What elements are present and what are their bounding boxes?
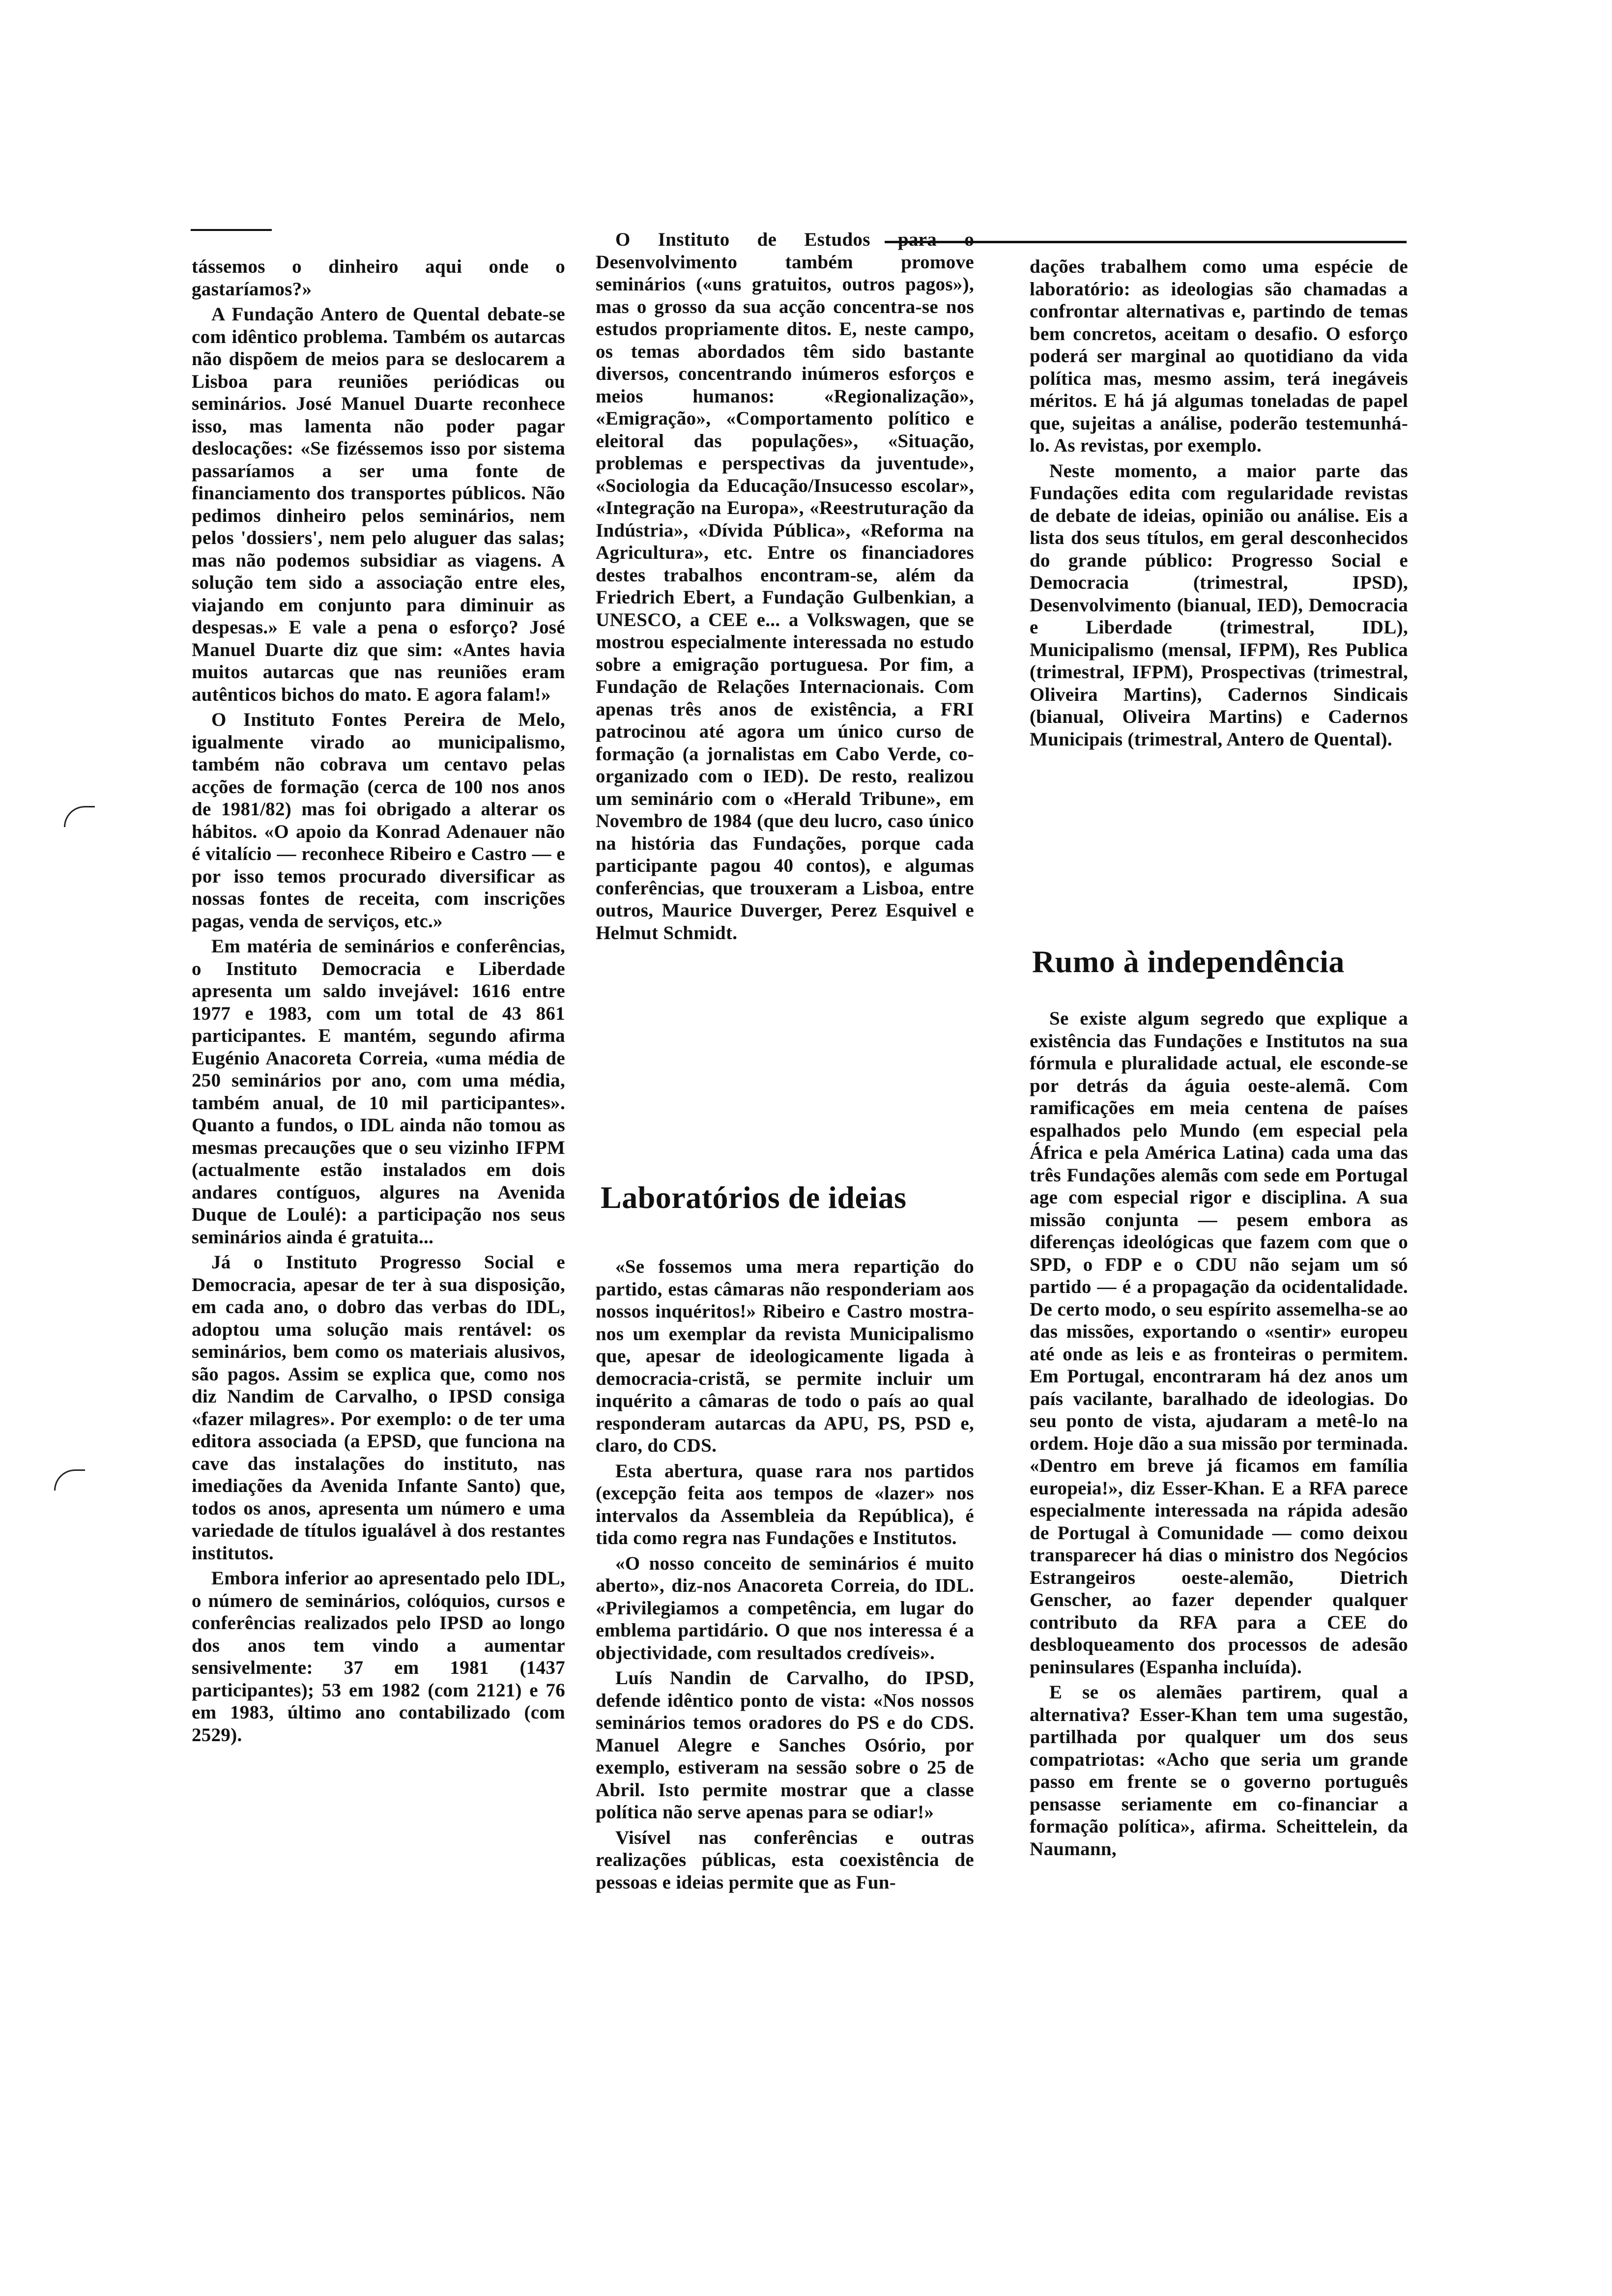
section-heading: Laboratórios de ideias [601, 1180, 907, 1215]
paragraph: Visível nas conferências e outras realizações públicas, esta coexistência de pessoas e ideias permite que as Fun- [596, 1827, 974, 1893]
article-column-1 [192, 256, 565, 1749]
paragraph: Embora inferior ao apresentado pelo IDL, o número de seminários, colóquios, cursos e conferências realizados pelo IPSD ao longo dos anos tem vindo a aumentar sensivelmente: 37 em 1981 (1437 participantes); 53 em 1982 (com 2121) e 76 em 1983, último ano contabilizado (com 2529). [192, 1568, 565, 1746]
paragraph: A Fundação Antero de Quental debate-se com idêntico problema. Também os autarcas não dispõem de meios para se deslocarem a Lisboa para reuniões periódicas ou seminários. José Manuel Duarte reconhece isso, mas lamenta não poder pagar deslocações: «Se fizéssemos isso por sistema passaríamos a ser uma fonte de financiamento dos transportes públicos. Não pedimos dinheiro pelos seminários, nem pelos 'dossiers', nem pelo aluguer das salas; mas não podemos subsidiar as viagens. A solução tem sido a associação entre eles, viajando em conjunto para diminuir as despesas.» E vale a pena o esforço? José Manuel Duarte diz que sim: «Antes havia muitos autarcas que nas reuniões eram autênticos bichos do mato. E agora falam!» [192, 304, 565, 705]
paragraph: tássemos o dinheiro aqui onde o gastaríamos?» [192, 256, 565, 300]
article-column-3-bottom [1030, 1007, 1408, 1863]
paragraph: O Instituto Fontes Pereira de Melo, igualmente virado ao municipalismo, também não cobrava um centavo pelas acções de formação (cerca de 100 nos anos de 1981/82) mas foi obrigado a alterar os hábitos. «O apoio da Konrad Adenauer não é vitalício — reconhece Ribeiro e Castro — e por isso temos procurado diversificar as nossas fontes de receita, com inscrições pagas, venda de serviços, etc.» [192, 709, 565, 932]
article-column-2-top [596, 229, 974, 947]
paragraph: Luís Nandin de Carvalho, do IPSD, defende idêntico ponto de vista: «Nos nossos seminários temos oradores do PS e do CDS. Manuel Alegre e Sanches Osório, por exemplo, estiveram na sessão sobre o 25 de Abril. Isto permite mostrar que a classe política não serve apenas para se odiar!» [596, 1667, 974, 1823]
column-rule-left [191, 229, 272, 231]
paragraph: O Instituto de Estudos para o Desenvolvimento também promove seminários («uns gratuitos, outros pagos»), mas o grosso da sua acção concentra-se nos estudos propriamente ditos. E, neste campo, os temas abordados têm sido bastante diversos, concentrando inúmeros esforços e meios humanos: «Regionalização», «Emigração», «Comportamento político e eleitoral das populações», «Situação, problemas e perspectivas da juventude», «Sociologia da Educação/Insucesso escolar», «Integração na Europa», «Reestruturação da Indústria», «Dívida Pública», «Reforma na Agricultura», etc. Entre os financiadores destes trabalhos encontram-se, além da Friedrich Ebert, a Fundação Gulbenkian, a UNESCO, a CEE e... a Volkswagen, que se mostrou especialmente interessada no estudo sobre a emigração portuguesa. Por fim, a Fundação de Relações Internacionais. Com apenas três anos de existência, a FRI patrocinou até agora um único curso de formação (a jornalistas em Cabo Verde, co-organizado com o IED). De resto, realizou um seminário com o «Herald Tribune», em Novembro de 1984 (que deu lucro, caso único na história das Fundações, porque cada participante pagou 40 contos), e algumas conferências, que trouxeram a Lisboa, entre outros, Maurice Duverger, Perez Esquivel e Helmut Schmidt. [596, 229, 974, 944]
paragraph: Em matéria de seminários e conferências, o Instituto Democracia e Liberdade apresenta um saldo invejável: 1616 entre 1977 e 1983, com um total de 43 861 participantes. E mantém, segundo afirma Eugénio Anacoreta Correia, «uma média de 250 seminários por ano, com uma média, também anual, de 10 mil participantes». Quanto a fundos, o IDL ainda não tomou as mesmas precauções que o seu vizinho IFPM (actualmente estão instalados em dois andares contíguos, algures na Avenida Duque de Loulé): a participação nos seus seminários ainda é gratuita... [192, 936, 565, 1248]
article-column-2-bottom [596, 1256, 974, 1896]
paragraph: Neste momento, a maior parte das Fundações edita com regularidade revistas de debate de ideias, opinião ou análise. Eis a lista dos seus títulos, em geral desconhecidos do grande público: Progresso Social e Democracia (trimestral, IPSD), Desenvolvimento (bianual, IED), Democracia e Liberdade (trimestral, IDL), Municipalismo (mensal, IFPM), Res Publica (trimestral, IFPM), Prospectivas (trimestral, Oliveira Martins), Cadernos Sindicais (bianual, Oliveira Martins) e Cadernos Municipais (trimestral, Antero de Quental). [1030, 460, 1408, 750]
paragraph: E se os alemães partirem, qual a alternativa? Esser-Khan tem uma sugestão, partilhada por qualquer um dos seus compatriotas: «Acho que seria um grande passo em frente se o governo português pensasse seriamente em co-financiar a formação política», afirma. Scheittelein, da Naumann, [1030, 1682, 1408, 1860]
paragraph: Já o Instituto Progresso Social e Democracia, apesar de ter à sua disposição, em cada ano, o dobro das verbas do IDL, adoptou uma solução mais rentável: os seminários, bem como os materiais alusivos, são pagos. Assim se explica que, como nos diz Nandim de Carvalho, o IPSD consiga «fazer milagres». Por exemplo: o de ter uma editora associada (a EPSD, que funciona na cave das instalações do instituto, nas imediações da Avenida Infante Santo) que, todos os anos, apresenta um número e uma variedade de títulos igualável à dos restantes institutos. [192, 1252, 565, 1564]
paragraph: dações trabalhem como uma espécie de laboratório: as ideologias são chamadas a confrontar alternativas e, partindo de temas bem concretos, aceitam o desafio. O esforço poderá ser marginal ao quotidiano da vida política mas, mesmo assim, terá inegáveis méritos. E há já algumas toneladas de papel que, sujeitas a análise, poderão testemunhá-lo. As revistas, por exemplo. [1030, 256, 1408, 456]
scan-mark [54, 1469, 85, 1491]
paragraph: Esta abertura, quase rara nos partidos (excepção feita aos tempos de «lazer» nos intervalos da Assembleia da República), é tida como regra nas Fundações e Institutos. [596, 1460, 974, 1549]
paragraph: «O nosso conceito de seminários é muito aberto», diz-nos Anacoreta Correia, do IDL. «Privilegiamos a competência, em lugar do emblema partidário. O que nos interessa é a objectividade, com resultados credíveis». [596, 1552, 974, 1664]
article-column-3-top [1030, 256, 1408, 753]
paragraph: «Se fossemos uma mera repartição do partido, estas câmaras não responderiam aos nossos inquéritos!» Ribeiro e Castro mostra-nos um exemplar da revista Municipalismo que, apesar de ideologicamente ligada à democracia-cristã, se permite incluir um inquérito a câmaras de todo o país ao qual responderam autarcas da APU, PS, PSD e, claro, do CDS. [596, 1256, 974, 1456]
section-heading: Rumo à independência [1032, 944, 1345, 979]
scan-mark [64, 806, 95, 827]
paragraph: Se existe algum segredo que explique a existência das Fundações e Institutos na sua fórmula e pluralidade actual, ele esconde-se por detrás da águia oeste-alemã. Com ramificações em meia centena de países espalhados pelo Mundo (em especial pela África e pela América Latina) cada uma das três Fundações alemãs com sede em Portugal age com especial rigor e disciplina. A sua missão conjunta — pesem embora as diferenças ideológicas que fazem com que o SPD, o FDP e o CDU não sejam um só partido — é a propagação da ocidentalidade. De certo modo, o seu espírito assemelha-se ao das missões, exportando o «sentir» europeu até onde as leis e as fronteiras o permitem. Em Portugal, encontraram há dez anos um país vacilante, baralhado de ideologias. Do seu ponto de vista, ajudaram a metê-lo na ordem. Hoje dão a sua missão por terminada. «Dentro em breve já ficamos em família europeia!», diz Esser-Khan. E a RFA parece especialmente interessada na rápida adesão de Portugal à Comunidade — como deixou transparecer há dias o ministro dos Negócios Estrangeiros oeste-alemão, Dietrich Genscher, ao fazer depender qualquer contributo da RFA para a CEE do desbloqueamento dos processos de adesão peninsulares (Espanha incluída). [1030, 1008, 1408, 1678]
